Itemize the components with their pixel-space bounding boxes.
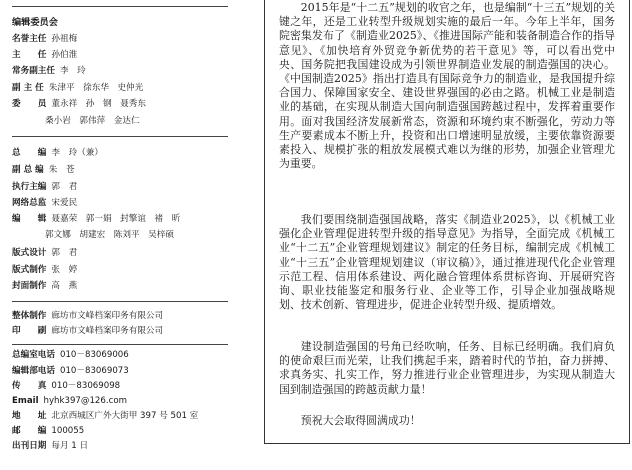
masthead (12, 0, 228, 470)
committee-row: 常务副主任 李 玲 (12, 66, 86, 76)
divider (12, 6, 228, 7)
staff-row: 封面制作 高 燕 (12, 281, 78, 291)
staff-row: 执行主编 郭 君 (12, 182, 78, 192)
divider (12, 136, 228, 137)
staff-row: 总 编 李 玲（兼） (12, 148, 103, 158)
editorial-closing: 预祝大会取得圆满成功！ (300, 414, 421, 427)
staff-row: 版式制作 张 婷 (12, 265, 78, 275)
staff-row: 版式设计 郭 君 (12, 248, 78, 258)
editorial-paragraph: 建设制造强国的号角已经吹响，任务、目标已经明确。我们肩负的使命艰巨而光荣，让我们携起手来，踏着时代的节拍，奋力拼搏、求真务实、扎实工作，努力推进行业企业管理进步，为实现从制造大国到制造强国的跨越贡献力量！ (279, 340, 615, 396)
committee-row: 桑小岩 郭伟萍 金达仁 (45, 116, 140, 126)
divider (12, 301, 228, 302)
divider (12, 344, 228, 345)
staff-row: 网络总监 宋爱民 (12, 198, 78, 208)
staff-row: 副 总 编 朱 苍 (12, 165, 75, 175)
committee-row: 名誉主任 孙祖梅 (12, 34, 78, 44)
staff-row: 编 辑 聂嘉荣 郭一娟 封擎谊 褚 昕 (12, 214, 181, 224)
committee-row: 主 任 孙伯淮 (12, 50, 78, 60)
committee-heading: 编辑委员会 (12, 17, 58, 28)
contact-row: 出刊日期 每月 1 日 (12, 441, 89, 451)
contact-row: 总编室电话 010－83069006 (12, 350, 129, 360)
editorial-paragraph: 我们要围绕制造强国战略，落实《制造业2025》，以《机械工业强化企业管理促进转型升级的指导意见》为指导，全面完成《机械工业“十二五”企业管理规划建议》制定的任务目标，编制完成《机械工业“十三五”企业管理规划建议（审议稿）》，通过推进现代化企业管理示范工程、信用体系建设、两化融合管理体系贯标咨询、开展研究咨询、职业技能鉴定和服务行业、企业等工作，引导企业加强战略规划、技术创新、管理进步，促进企业转型升级、提质增效。 (279, 213, 615, 312)
editorial-paragraph: 2015年是“十二五”规划的收官之年，也是编制“十三五”规划的关键之年，还是工业转型升级规划实施的最后一年。今年上半年，国务院密集发布了《制造业2025》、《推进国际产能和装备制造合作的指导意见》、《加快培育外贸竞争新优势的若干意见》等，可以看出党中央、国务院把我国建设成为引领世界制造业发展的制造强国的决心。《中国制造2025》指出打造具有国际竞争力的制造业，是我国提升综合国力、保障国家安全、建设世界强国的必由之路。机械工业是制造业的基础，在实现从制造大国向制造强国跨越过程中，发挥着重要作用。面对我国经济发展新常态，资源和环境约束不断强化，劳动力等生产要素成本不断上升，投资和出口增速明显放缓，主要依靠资源要素投入、规模扩张的粗放发展模式难以为继的形势，加强企业管理尤为重要。 (279, 1, 615, 171)
committee-row: 副 主 任 朱津平 徐东华 史仲光 (12, 83, 144, 93)
contact-row: 传 真 010－83069098 (12, 381, 121, 391)
production-row: 印 刷 廊坊市文峰档案印务有限公司 (12, 326, 164, 336)
production-row: 整体制作 廊坊市文峰档案印务有限公司 (12, 311, 164, 321)
staff-row: 郭文娜 胡建宏 陈刘平 吴梓硕 (45, 230, 174, 240)
editorial-box (264, 0, 630, 444)
contact-row: 地 址 北京西城区广外大街甲 397 号 501 室 (12, 411, 199, 421)
contact-row: Email hyhk397@126.com (12, 396, 127, 406)
contact-row: 邮 编 100055 (12, 426, 85, 436)
contact-row: 编辑部电话 010－83069073 (12, 366, 129, 376)
committee-row: 委 员 董永祥 孙 钢 聂秀东 (12, 99, 146, 109)
